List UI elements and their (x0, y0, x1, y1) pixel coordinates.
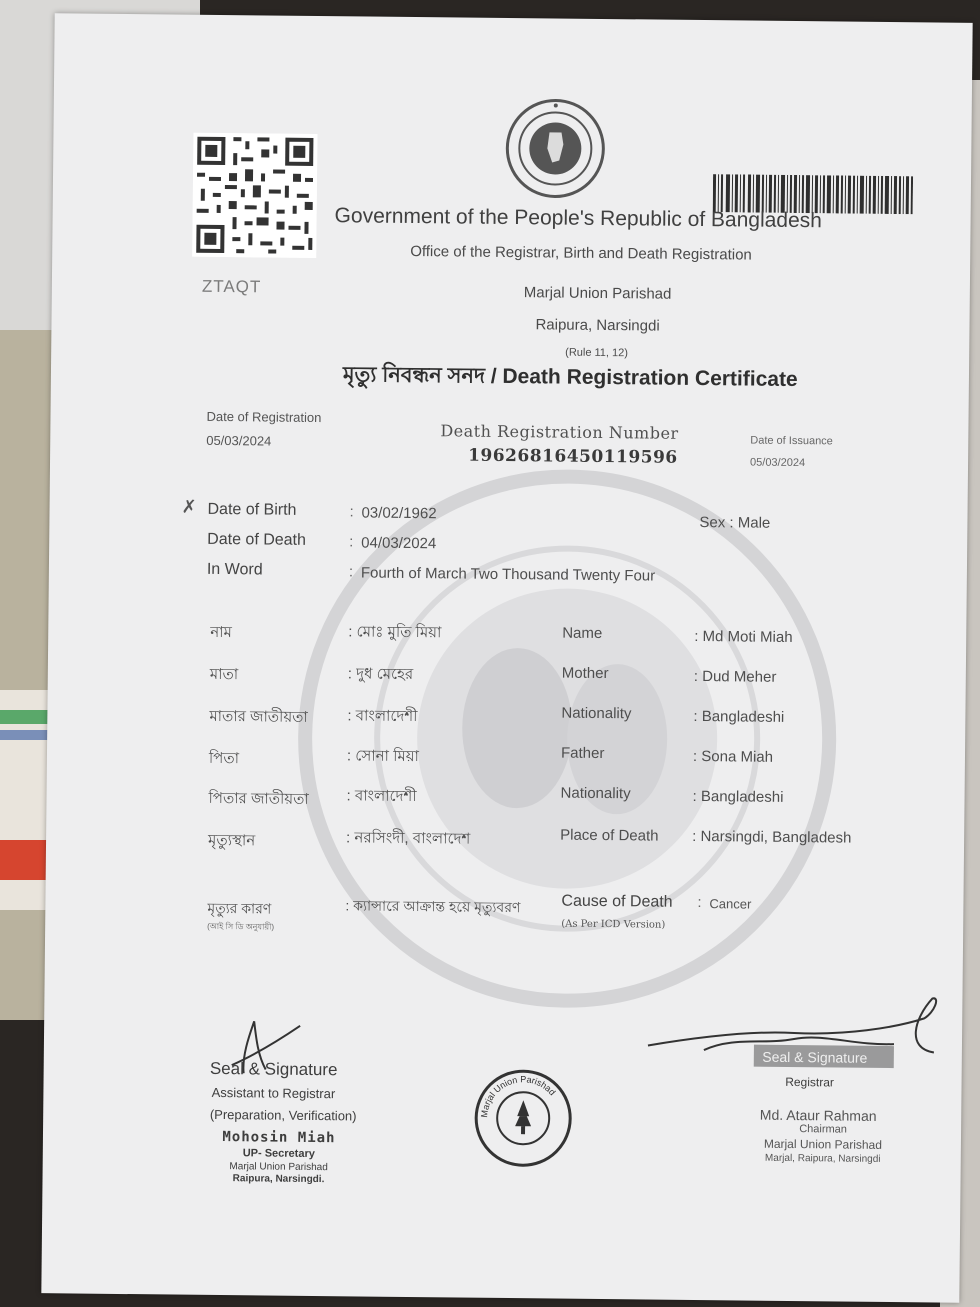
office-name: Office of the Registrar, Birth and Death Registration (410, 242, 752, 264)
right-signature-name: Md. Ataur Rahman (759, 1106, 877, 1124)
colon: : (348, 563, 354, 581)
qr-code (192, 133, 317, 258)
right-signature-org: Marjal Union Parishad (763, 1136, 883, 1152)
bn-father-nationality-text: বাংলাদেশী (354, 787, 417, 806)
bn-mother-nationality-label: মাতার জাতীয়তা (209, 707, 308, 726)
dob-value: 03/02/1962 (361, 504, 437, 523)
bn-place-of-death-text: নরসিংদী, বাংলাদেশ (354, 829, 471, 848)
father-label: Father (560, 744, 605, 763)
father-value: : Sona Miah (692, 747, 774, 766)
government-title: Government of the People's Republic of Bangladesh (334, 204, 823, 233)
date-of-registration-label: Date of Registration (206, 408, 322, 426)
dod-label: Date of Death (207, 530, 307, 549)
bn-mother-value: : দুধ মেহের (347, 665, 414, 684)
bn-place-of-death-value: : নরসিংদী, বাংলাদেশ (346, 829, 471, 848)
left-signature-place: Raipura, Narsingdi. (232, 1173, 325, 1186)
left-signature-title: Seal & Signature (209, 1058, 338, 1080)
right-signature-place: Marjal, Raipura, Narsingdi (764, 1152, 881, 1165)
bn-name-value: : মোঃ মুতি মিয়া (348, 623, 442, 642)
left-signature-name: Mohosin Miah (222, 1129, 336, 1147)
registration-number-label: Death Registration Number (440, 421, 679, 443)
mother-nationality-text: Bangladeshi (701, 708, 785, 726)
dob-label: Date of Birth (207, 500, 297, 519)
registration-number-value: 19626816450119596 (468, 445, 678, 468)
cause-note: (As Per ICD Version) (561, 918, 666, 931)
union-name: Marjal Union Parishad (523, 284, 672, 303)
left-signature-position: UP- Secretary (242, 1147, 315, 1161)
bn-cause-label: মৃত্যুর কারণ (207, 899, 272, 917)
bn-cause-text: ক্যান্সারে আক্রান্ত হয়ে মৃত্যুবরণ (353, 897, 521, 916)
certificate-title: মৃত্যু নিবন্ধন সনদ / Death Registration Certificate (342, 363, 798, 392)
bn-father-nationality-label: পিতার জাতীয়তা (208, 789, 309, 808)
date-of-registration-value: 05/03/2024 (206, 432, 272, 449)
right-signature-position: Chairman (799, 1123, 847, 1136)
colon: : (697, 894, 702, 912)
in-word-value: Fourth of March Two Thousand Twenty Four (360, 564, 656, 585)
date-of-issuance-label: Date of Issuance (750, 434, 833, 448)
date-of-issuance-value: 05/03/2024 (749, 456, 806, 470)
colon: : (349, 533, 354, 551)
bn-cause-note: (আই সি ডি অনুযায়ী) (207, 921, 275, 932)
cause-label: Cause of Death (561, 892, 673, 911)
place-of-death-text: Narsingdi, Bangladesh (700, 828, 852, 847)
in-word-label: In Word (206, 560, 263, 579)
name-label: Name (562, 624, 603, 642)
dod-value: 04/03/2024 (361, 534, 437, 553)
sex-value: Sex : Male (699, 514, 771, 532)
name-value: : Md Moti Miah (694, 627, 793, 646)
bn-mother-nationality-text: বাংলাদেশী (355, 707, 418, 726)
right-signature-role: Registrar (785, 1074, 834, 1090)
colon: : (349, 503, 354, 521)
father-nationality-label: Nationality (560, 784, 631, 803)
name-text: Md Moti Miah (702, 628, 793, 646)
upazila-name: Raipura, Narsingdi (535, 316, 660, 335)
place-of-death-label: Place of Death (560, 826, 659, 845)
qr-code-label: ZTAQT (201, 276, 262, 297)
union-seal-text: Marjal Union Parishad (479, 1074, 558, 1119)
mother-text: Dud Meher (702, 668, 777, 686)
left-signature-role2: (Preparation, Verification) (209, 1106, 357, 1124)
rule-reference: (Rule 11, 12) (565, 346, 629, 360)
cross-mark-icon: ✗ (181, 496, 197, 517)
right-signature-title: Seal & Signature (762, 1048, 868, 1066)
left-signature-org: Marjal Union Parishad (229, 1161, 328, 1174)
certificate-sheet (41, 13, 972, 1303)
cause-value: Cancer (709, 896, 752, 912)
bn-mother-nationality-value: : বাংলাদেশী (347, 707, 418, 726)
bn-father-label: পিতা (208, 749, 240, 768)
mother-label: Mother (561, 664, 609, 683)
mother-nationality-label: Nationality (561, 704, 632, 723)
bn-father-text: সোনা মিয়া (355, 747, 420, 766)
bn-cause-value: : ক্যান্সারে আক্রান্ত হয়ে মৃত্যুবরণ (345, 897, 521, 916)
bn-mother-label: মাতা (209, 665, 239, 684)
bn-name-label: নাম (210, 623, 232, 642)
father-nationality-text: Bangladeshi (700, 788, 784, 806)
bn-father-value: : সোনা মিয়া (346, 747, 420, 766)
union-seal-icon (473, 1068, 574, 1169)
bn-mother-text: দুধ মেহের (356, 665, 414, 684)
bn-place-of-death-label: মৃত্যুস্থান (207, 831, 256, 850)
mother-nationality-value: : Bangladeshi (693, 707, 785, 726)
father-text: Sona Miah (701, 748, 774, 766)
father-nationality-value: : Bangladeshi (692, 787, 784, 806)
government-emblem-icon (505, 98, 606, 199)
bn-father-nationality-value: : বাংলাদেশী (346, 787, 417, 806)
place-of-death-value: : Narsingdi, Bangladesh (692, 827, 852, 847)
mother-value: : Dud Meher (693, 667, 777, 686)
bn-name-text: মোঃ মুতি মিয়া (356, 623, 442, 642)
svg-text:Marjal Union Parishad (479, 1074, 558, 1119)
left-signature-role: Assistant to Registrar (211, 1084, 336, 1102)
